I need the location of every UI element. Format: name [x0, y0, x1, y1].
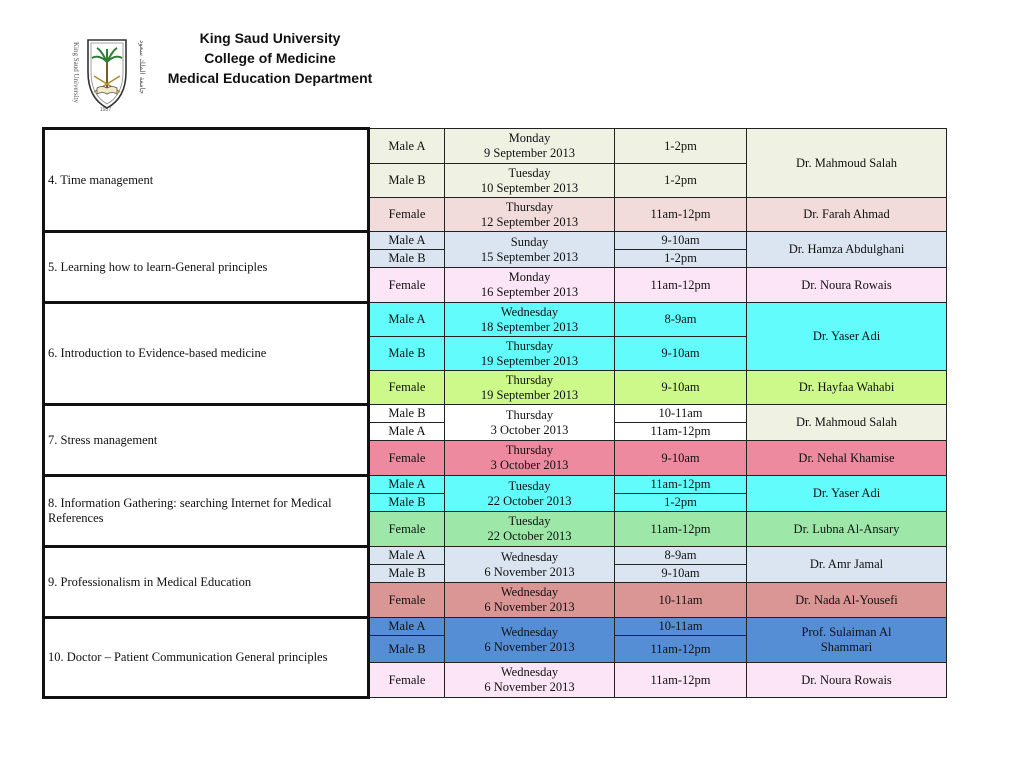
instructor-cell: Dr. Noura Rowais — [747, 663, 947, 698]
time-cell: 9-10am — [615, 232, 747, 250]
group-cell: Male A — [369, 423, 445, 441]
instructor-cell: Dr. Hayfaa Wahabi — [747, 371, 947, 405]
group-cell: Female — [369, 441, 445, 476]
group-cell: Female — [369, 663, 445, 698]
time-cell: 9-10am — [615, 441, 747, 476]
time-cell: 11am-12pm — [615, 663, 747, 698]
topic-cell: 10. Doctor – Patient Communication General principles — [44, 618, 369, 698]
group-cell: Male B — [369, 565, 445, 583]
group-cell: Male A — [369, 618, 445, 636]
time-cell: 10-11am — [615, 583, 747, 618]
group-cell: Male B — [369, 164, 445, 198]
instructor-cell: Dr. Yaser Adi — [747, 303, 947, 371]
instructor-cell: Dr. Nehal Khamise — [747, 441, 947, 476]
group-cell: Female — [369, 198, 445, 232]
group-cell: Male A — [369, 232, 445, 250]
time-cell: 1-2pm — [615, 129, 747, 164]
college-name: College of Medicine — [204, 50, 336, 66]
group-cell: Female — [369, 371, 445, 405]
group-cell: Male B — [369, 405, 445, 423]
topic-cell: 5. Learning how to learn-General principles — [44, 232, 369, 303]
group-cell: Male B — [369, 636, 445, 663]
group-cell: Female — [369, 583, 445, 618]
instructor-cell: Dr. Mahmoud Salah — [747, 129, 947, 198]
time-cell: 11am-12pm — [615, 636, 747, 663]
group-cell: Female — [369, 268, 445, 303]
topic-cell: 9. Professionalism in Medical Education — [44, 547, 369, 618]
time-cell: 9-10am — [615, 371, 747, 405]
instructor-cell: Dr. Amr Jamal — [747, 547, 947, 583]
group-cell: Male B — [369, 337, 445, 371]
group-cell: Male A — [369, 547, 445, 565]
group-cell: Male A — [369, 476, 445, 494]
date-cell: Wednesday 6 November 2013 — [445, 547, 615, 583]
date-cell: Wednesday 6 November 2013 — [445, 663, 615, 698]
university-logo — [66, 32, 148, 112]
time-cell: 10-11am — [615, 618, 747, 636]
university-name: King Saud University — [199, 30, 341, 46]
group-cell: Female — [369, 512, 445, 547]
date-cell: Thursday 19 September 2013 — [445, 371, 615, 405]
time-cell: 1-2pm — [615, 164, 747, 198]
date-cell: Tuesday 10 September 2013 — [445, 164, 615, 198]
schedule-table — [42, 127, 947, 699]
department-name: Medical Education Department — [167, 70, 373, 86]
date-cell: Monday 9 September 2013 — [445, 129, 615, 164]
group-cell: Male B — [369, 250, 445, 268]
date-cell: Thursday 3 October 2013 — [445, 405, 615, 441]
date-cell: Thursday 12 September 2013 — [445, 198, 615, 232]
time-cell: 1-2pm — [615, 250, 747, 268]
instructor-cell: Dr. Hamza Abdulghani — [747, 232, 947, 268]
time-cell: 8-9am — [615, 303, 747, 337]
time-cell: 11am-12pm — [615, 198, 747, 232]
date-cell: Tuesday 22 October 2013 — [445, 512, 615, 547]
instructor-cell: Dr. Noura Rowais — [747, 268, 947, 303]
date-cell: Monday 16 September 2013 — [445, 268, 615, 303]
date-cell: Tuesday 22 October 2013 — [445, 476, 615, 512]
date-cell: Thursday 19 September 2013 — [445, 337, 615, 371]
topic-cell: 4. Time management — [44, 129, 369, 232]
instructor-cell: Dr. Yaser Adi — [747, 476, 947, 512]
instructor-cell: Prof. Sulaiman Al Shammari — [747, 618, 947, 663]
time-cell: 11am-12pm — [615, 512, 747, 547]
group-cell: Male A — [369, 303, 445, 337]
instructor-cell: Dr. Nada Al-Yousefi — [747, 583, 947, 618]
svg-text:1957: 1957 — [100, 107, 112, 112]
group-cell: Male B — [369, 494, 445, 512]
time-cell: 11am-12pm — [615, 268, 747, 303]
time-cell: 9-10am — [615, 565, 747, 583]
time-cell: 9-10am — [615, 337, 747, 371]
svg-text:جامعة الملك سعود: جامعة الملك سعود — [138, 40, 146, 95]
instructor-cell: Dr. Farah Ahmad — [747, 198, 947, 232]
svg-text:King Saud University: King Saud University — [72, 42, 80, 104]
group-cell: Male A — [369, 129, 445, 164]
date-cell: Wednesday 6 November 2013 — [445, 583, 615, 618]
page-header — [150, 28, 390, 88]
time-cell: 8-9am — [615, 547, 747, 565]
time-cell: 10-11am — [615, 405, 747, 423]
date-cell: Sunday 15 September 2013 — [445, 232, 615, 268]
time-cell: 1-2pm — [615, 494, 747, 512]
time-cell: 11am-12pm — [615, 476, 747, 494]
instructor-cell: Dr. Lubna Al-Ansary — [747, 512, 947, 547]
date-cell: Thursday 3 October 2013 — [445, 441, 615, 476]
instructor-cell: Dr. Mahmoud Salah — [747, 405, 947, 441]
date-cell: Wednesday 18 September 2013 — [445, 303, 615, 337]
time-cell: 11am-12pm — [615, 423, 747, 441]
topic-cell: 6. Introduction to Evidence-based medicine — [44, 303, 369, 405]
date-cell: Wednesday 6 November 2013 — [445, 618, 615, 663]
topic-cell: 8. Information Gathering: searching Internet for Medical References — [44, 476, 369, 547]
topic-cell: 7. Stress management — [44, 405, 369, 476]
